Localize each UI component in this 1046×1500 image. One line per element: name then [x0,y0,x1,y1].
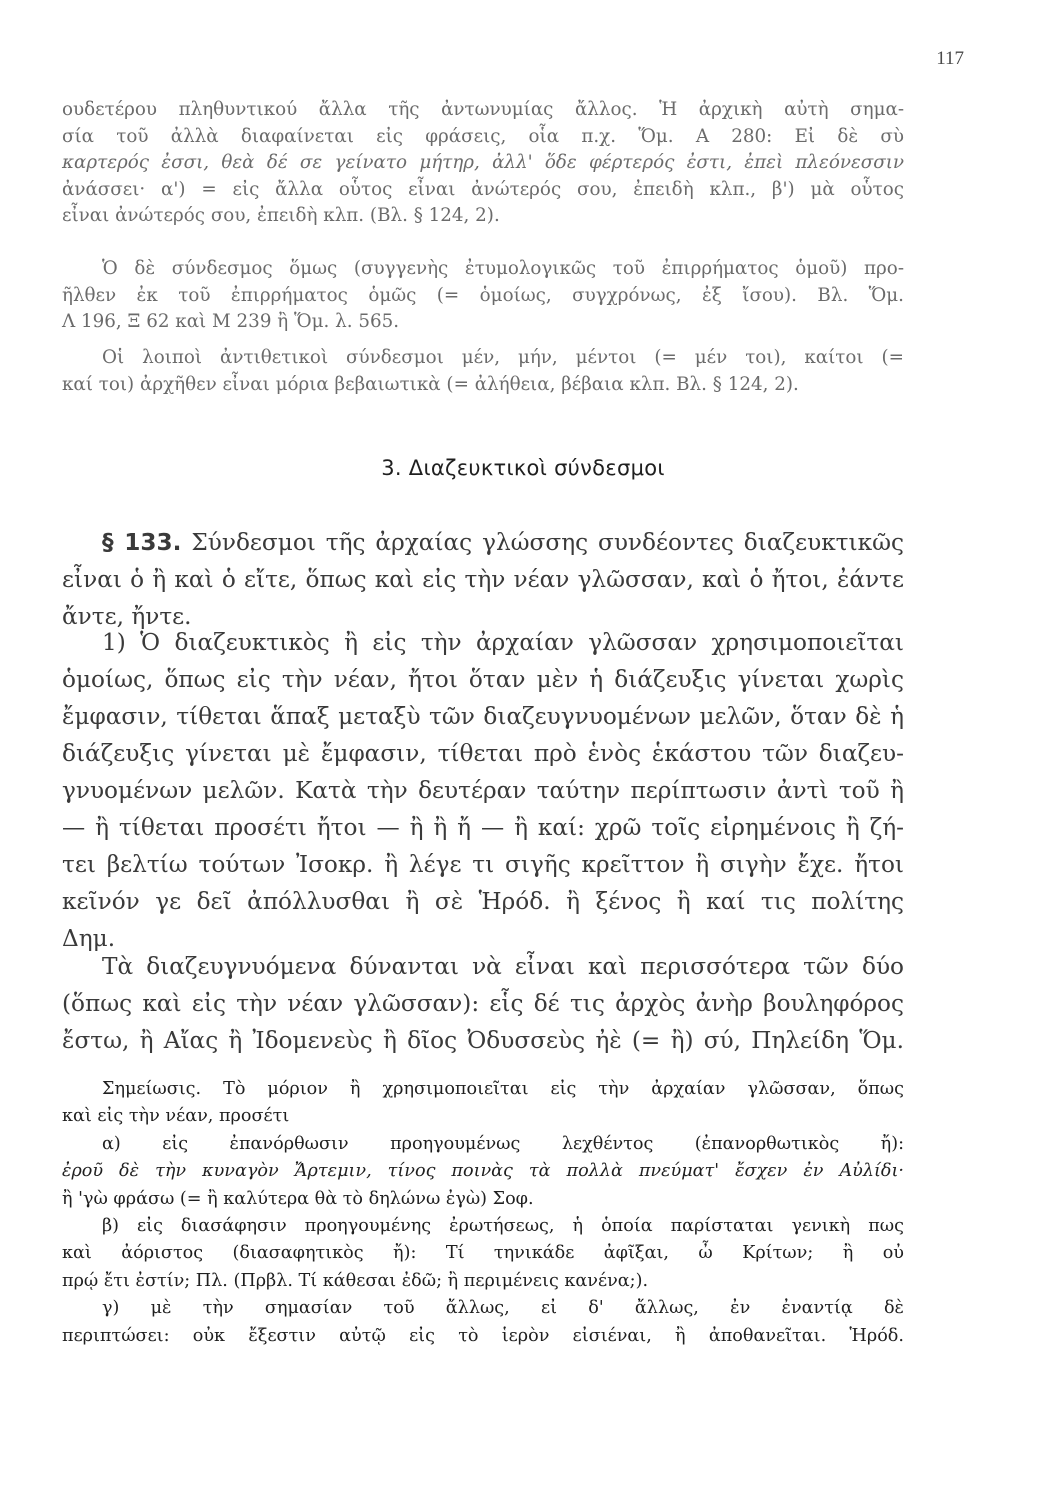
note-line: πρῴ ἔτι ἐστίν; Πλ. (Πρβλ. Τί κάθεσαι ἐδῶ; ἢ περιμένεις κανένα;). [62,1270,649,1291]
text-line: ουδετέρου πληθυντικού ἄλλα τῆς ἀντωνυμίας ἄλλος. Ἡ ἀρχικὴ αὐτὴ σημα- [62,99,904,120]
paragraph-alla [62,97,904,230]
text-line: ῆλθεν ἐκ τοῦ ἐπιρρήματος ὁμῶς (= ὁμοίως, συγχρόνως, ἐξ ἴσου). Βλ. Ὅμ. [62,284,904,306]
paragraph-multiple [62,948,904,1059]
note-line: περιπτώσει: οὐκ ἔξεστιν αὐτῷ εἰς τὸ ἱερὸν εἰσιέναι, ἢ ἀποθανεῖται. Ἡρόδ. [62,1325,904,1346]
note-block [62,1076,904,1350]
text-span: Σύνδεσμοι τῆς ἀρχαίας γλώσσης συνδέοντες διαζευκτικῶς [191,529,904,556]
page-number: 117 [936,48,964,69]
section-number: § 133. [102,529,182,556]
text-line: Οἱ λοιποὶ ἀντιθετικοὶ σύνδεσμοι μέν, μήν, μέντοι (= μέν τοι), καίτοι (= [102,347,904,368]
text-line: Λ 196, Ξ 62 καὶ Μ 239 ἢ Ὅμ. λ. 565. [62,311,400,333]
text-line: ἔστω, ἢ Αἴας ἢ Ἰδομενεὺς ἢ δῖος Ὀδυσσεὺς ἠὲ (= ἢ) σύ, Πηλείδη Ὅμ. [62,1027,904,1054]
text-line: διάζευξις γίνεται μὲ ἔμφασιν, τίθεται πρὸ ἑνὸς ἑκάστου τῶν διαζευ- [62,740,904,767]
paragraph-disjunctive-e [62,624,904,957]
note-line: καὶ εἰς τὴν νέαν, προσέτι [62,1106,290,1127]
text-line: ἀνάσσει· α') = εἰς ἄλλα οὗτος εἶναι ἀνώτερός σου, ἐπειδὴ κλπ., β') μὰ οὗτος [62,178,904,200]
text-line: — ἢ τίθεται προσέτι ἤτοι — ἢ ἢ ἤ — ἢ καί: χρῶ τοῖς εἰρημένοις ἢ ζή- [62,814,904,841]
text-line: κεῖνόν γε δεῖ ἀπόλλυσθαι ἢ σὲ Ἡρόδ. ἢ ξένος ἢ καί τις πολίτης [62,888,904,915]
text-line: Δημ. [62,925,116,952]
text-line: ὁμοίως, ὅπως εἰς τὴν νέαν, ἤτοι ὅταν μὲν ἡ διάζευξις γίνεται χωρὶς [62,666,904,693]
text-line: εἶναι ἀνώτερός σου, ἐπειδὴ κλπ. (Βλ. § 124, 2). [62,205,500,227]
text-line: 1) Ὁ διαζευκτικὸς ἢ εἰς τὴν ἀρχαίαν γλῶσσαν χρησιμοποιεῖται [102,629,904,656]
text-line: γνυομένων μελῶν. Κατὰ τὴν δευτέραν ταύτην περίπτωσιν ἀντὶ τοῦ ἢ [62,777,904,804]
text-line: τει βελτίω τούτων Ἰσοκρ. ἢ λέγε τι σιγῆς κρεῖττον ἢ σιγὴν ἔχε. ἤτοι [62,851,904,878]
text-line [62,524,904,561]
note-line: α) εἰς ἐπανόρθωσιν προηγουμένως λεχθέντος (ἐπανορθωτικὸς ἤ): [102,1133,904,1154]
paragraph-133 [62,524,904,635]
text-line: καί τοι) ἀρχῆθεν εἶναι μόρια βεβαιωτικὰ (= ἀλήθεια, βέβαια κλπ. Βλ. § 124, 2). [62,373,799,395]
section-heading: 3. Διαζευκτικοὶ σύνδεσμοι [381,456,665,480]
text-line: καρτερός ἐσσι, θεὰ δέ σε γείνατο μήτηρ, ἀλλ' ὅδε φέρτερός ἐστι, ἐπεὶ πλεόνεσσιν [62,152,904,174]
paragraph-omos [62,256,904,336]
note-line: Σημείωσις. Τὸ μόριον ἢ χρησιμοποιεῖται εἰς τὴν ἀρχαίαν γλῶσσαν, ὅπως [102,1079,904,1099]
text-line: ἄντε, ἤντε. [62,603,192,630]
text-line: ἔμφασιν, τίθεται ἅπαξ μεταξὺ τῶν διαζευγνυομένων μελῶν, ὅταν δὲ ἡ [62,703,904,730]
note-line: ἐροῦ δὲ τὴν κυναγὸν Ἄρτεμιν, τίνος ποινὰς τὰ πολλὰ πνεύματ' ἔσχεν ἐν Αὐλίδι· [62,1161,904,1182]
note-line: β) εἰς διασάφησιν προηγουμένης ἐρωτήσεως, ἡ ὁποία παρίσταται γενικὴ πως [102,1216,904,1237]
note-line: ἢ 'γὼ φράσω (= ἢ καλύτερα θὰ τὸ δηλώνω ἐγὼ) Σοφ. [62,1188,534,1209]
text-line: εἶναι ὁ ἢ καὶ ὁ εἴτε, ὅπως καὶ εἰς τὴν νέαν γλῶσσαν, καὶ ὁ ἤτοι, ἐάντε [62,566,904,593]
paragraph-antithetic [62,345,904,398]
text-line: Τὰ διαζευγνυόμενα δύνανται νὰ εἶναι καὶ περισσότερα τῶν δύο [102,953,904,980]
text-line: σία τοῦ ἀλλὰ διαφαίνεται εἰς φράσεις, οἷα π.χ. Ὅμ. Α 280: Εἰ δὲ σὺ [62,125,904,147]
text-line: (ὅπως καὶ εἰς τὴν νέαν γλῶσσαν): εἷς δέ τις ἀρχὸς ἀνὴρ βουληφόρος [62,990,904,1017]
note-line: καὶ ἀόριστος (διασαφητικὸς ἤ): Τί τηνικάδε ἀφῖξαι, ὦ Κρίτων; ἢ οὐ [62,1243,904,1264]
note-line: γ) μὲ τὴν σημασίαν τοῦ ἄλλως, εἰ δ' ἄλλως, ἐν ἐναντίᾳ δὲ [102,1298,904,1319]
text-line: Ὁ δὲ σύνδεσμος ὅμως (συγγενὴς ἐτυμολογικῶς τοῦ ἐπιρρήματος ὁμοῦ) προ- [102,258,904,279]
